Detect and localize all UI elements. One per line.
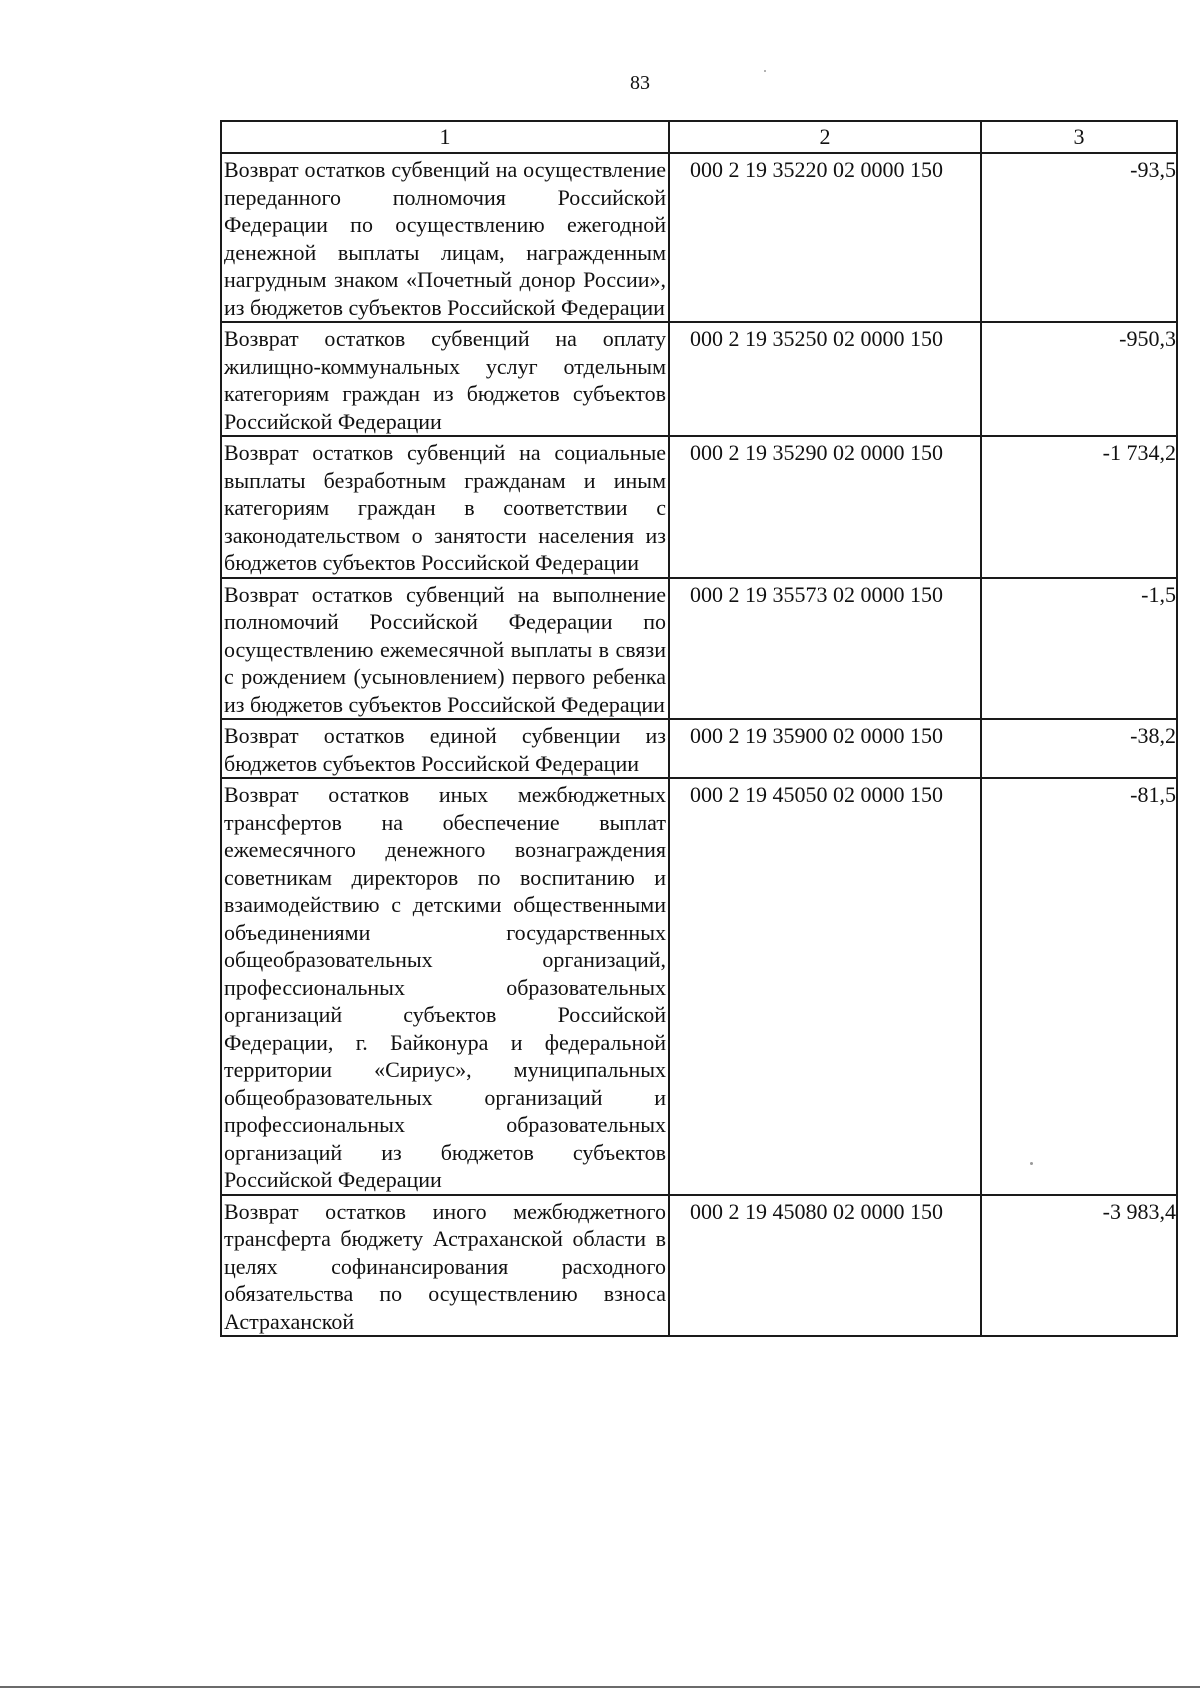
table-row xyxy=(221,153,1177,322)
row-name: Возврат остатков иного межбюджетного трансферта бюджету Астраханской области в целях софинансирования расходного обязательства по осуществлению взноса Астраханской xyxy=(221,1195,669,1337)
row-name: Возврат остатков субвенций на выполнение полномочий Российской Федерации по осуществлению ежемесячной выплаты в связи с рождением (усыновлением) первого ребенка из бюджетов субъектов Российской Федерации xyxy=(221,578,669,720)
header-col-1: 1 xyxy=(221,121,669,153)
budget-table xyxy=(220,120,1178,1337)
row-amount: -1 734,2 xyxy=(981,436,1177,578)
row-amount: -1,5 xyxy=(981,578,1177,720)
row-code: 000 2 19 35290 02 0000 150 xyxy=(669,436,981,578)
header-row xyxy=(221,121,1177,153)
row-amount: -38,2 xyxy=(981,719,1177,778)
page-number: 83 xyxy=(630,72,650,94)
scan-edge-line xyxy=(0,1686,1200,1688)
header-col-2: 2 xyxy=(669,121,981,153)
scan-speck xyxy=(1030,1162,1033,1165)
row-code: 000 2 19 35573 02 0000 150 xyxy=(669,578,981,720)
row-code: 000 2 19 35900 02 0000 150 xyxy=(669,719,981,778)
table-row xyxy=(221,436,1177,578)
row-code: 000 2 19 35220 02 0000 150 xyxy=(669,153,981,322)
row-name: Возврат остатков субвенций на социальные выплаты безработным гражданам и иным категориям граждан в соответствии с законодательством о занятости населения из бюджетов субъектов Российской Федерации xyxy=(221,436,669,578)
row-amount: -81,5 xyxy=(981,778,1177,1195)
table-row xyxy=(221,719,1177,778)
row-amount: -950,3 xyxy=(981,322,1177,436)
row-code: 000 2 19 35250 02 0000 150 xyxy=(669,322,981,436)
table-row xyxy=(221,322,1177,436)
row-code: 000 2 19 45080 02 0000 150 xyxy=(669,1195,981,1337)
table-row xyxy=(221,778,1177,1195)
table-row xyxy=(221,1195,1177,1337)
table-row xyxy=(221,578,1177,720)
row-name: Возврат остатков субвенций на осуществление переданного полномочия Российской Федерации по осуществлению ежегодной денежной выплаты лицам, награжденным нагрудным знаком «Почетный донор России», из бюджетов субъектов Российской Федерации xyxy=(221,153,669,322)
row-amount: -3 983,4 xyxy=(981,1195,1177,1337)
row-code: 000 2 19 45050 02 0000 150 xyxy=(669,778,981,1195)
header-col-3: 3 xyxy=(981,121,1177,153)
row-amount: -93,5 xyxy=(981,153,1177,322)
row-name: Возврат остатков иных межбюджетных трансфертов на обеспечение выплат ежемесячного денежного вознаграждения советникам директоров по воспитанию и взаимодействию с детскими общественными объединениями государственных общеобразовательных организаций, профессиональных образовательных организаций субъектов Российской Федерации, г. Байконура и федеральной территории «Сириус», муниципальных общеобразовательных организаций и профессиональных образовательных организаций из бюджетов субъектов Российской Федерации xyxy=(221,778,669,1195)
row-name: Возврат остатков единой субвенции из бюджетов субъектов Российской Федерации xyxy=(221,719,669,778)
scan-speck xyxy=(764,70,766,72)
row-name: Возврат остатков субвенций на оплату жилищно-коммунальных услуг отдельным категориям граждан из бюджетов субъектов Российской Федерации xyxy=(221,322,669,436)
budget-table-container xyxy=(220,120,1176,1337)
